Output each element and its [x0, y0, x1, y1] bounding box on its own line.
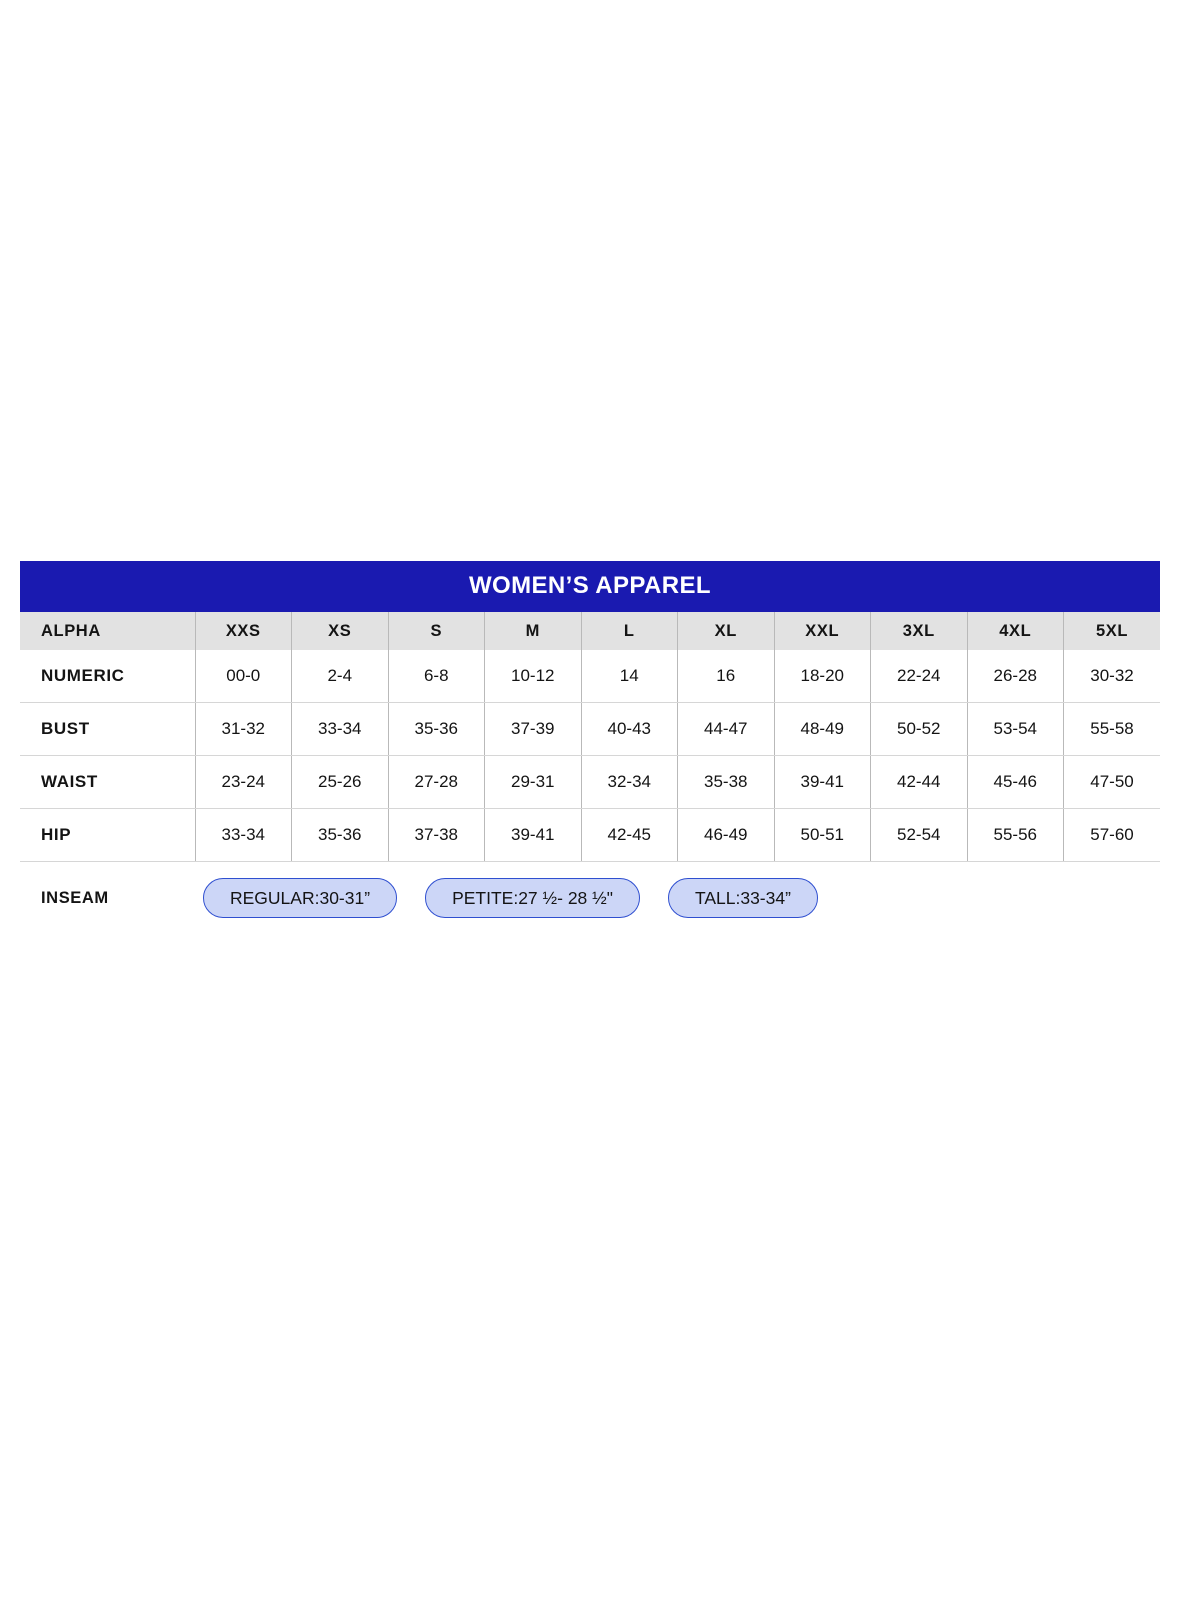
- table-row-numeric: [20, 650, 1160, 703]
- cell-waist-s: 27-28: [388, 756, 485, 809]
- column-header-s: S: [388, 612, 485, 650]
- column-header-3xl: 3XL: [871, 612, 968, 650]
- cell-hip-xxs: 33-34: [195, 809, 292, 862]
- column-header-xl: XL: [678, 612, 775, 650]
- cell-bust-l: 40-43: [581, 703, 678, 756]
- column-header-5xl: 5XL: [1064, 612, 1161, 650]
- cell-bust-s: 35-36: [388, 703, 485, 756]
- cell-bust-xxl: 48-49: [774, 703, 871, 756]
- cell-numeric-4xl: 26-28: [967, 650, 1064, 703]
- cell-numeric-xs: 2-4: [292, 650, 389, 703]
- inseam-petite-prefix: PETITE:: [452, 887, 519, 908]
- inseam-petite-range-start: 27 ½: [518, 887, 558, 908]
- cell-hip-l: 42-45: [581, 809, 678, 862]
- cell-hip-s: 37-38: [388, 809, 485, 862]
- cell-numeric-3xl: 22-24: [871, 650, 968, 703]
- cell-numeric-l: 14: [581, 650, 678, 703]
- row-label-inseam: INSEAM: [41, 888, 109, 907]
- inseam-regular-prefix: REGULAR:: [230, 887, 320, 908]
- inseam-option-tall[interactable]: [668, 878, 818, 918]
- column-header-xs: XS: [292, 612, 389, 650]
- chart-title: WOMEN’S APPAREL: [20, 561, 1160, 612]
- row-label-waist: WAIST: [20, 756, 195, 809]
- row-label-numeric: NUMERIC: [20, 650, 195, 703]
- cell-bust-xl: 44-47: [678, 703, 775, 756]
- cell-hip-4xl: 55-56: [967, 809, 1064, 862]
- cell-bust-3xl: 50-52: [871, 703, 968, 756]
- cell-waist-3xl: 42-44: [871, 756, 968, 809]
- row-label-hip: HIP: [20, 809, 195, 862]
- table-row-waist: [20, 756, 1160, 809]
- table-row-bust: [20, 703, 1160, 756]
- cell-numeric-s: 6-8: [388, 650, 485, 703]
- column-header-xxl: XXL: [774, 612, 871, 650]
- cell-numeric-xxs: 00-0: [195, 650, 292, 703]
- cell-bust-4xl: 53-54: [967, 703, 1064, 756]
- cell-numeric-xl: 16: [678, 650, 775, 703]
- row-label-bust: BUST: [20, 703, 195, 756]
- column-header-4xl: 4XL: [967, 612, 1064, 650]
- inseam-tall-prefix: TALL:: [694, 887, 741, 908]
- cell-numeric-xxl: 18-20: [774, 650, 871, 703]
- cell-bust-xxs: 31-32: [195, 703, 292, 756]
- inseam-regular-value: 30-31”: [319, 887, 371, 908]
- table-row-inseam: [20, 862, 1160, 935]
- cell-hip-5xl: 57-60: [1064, 809, 1161, 862]
- cell-bust-xs: 33-34: [292, 703, 389, 756]
- cell-numeric-5xl: 30-32: [1064, 650, 1161, 703]
- table-row-hip: [20, 809, 1160, 862]
- size-chart: [20, 561, 1160, 934]
- cell-waist-4xl: 45-46: [967, 756, 1064, 809]
- cell-waist-m: 29-31: [485, 756, 582, 809]
- inseam-option-petite[interactable]: [425, 878, 640, 918]
- size-table: [20, 612, 1160, 934]
- cell-bust-5xl: 55-58: [1064, 703, 1161, 756]
- cell-bust-m: 37-39: [485, 703, 582, 756]
- inseam-options-cell: [195, 862, 1160, 935]
- cell-waist-xs: 25-26: [292, 756, 389, 809]
- cell-hip-m: 39-41: [485, 809, 582, 862]
- cell-waist-5xl: 47-50: [1064, 756, 1161, 809]
- cell-hip-xs: 35-36: [292, 809, 389, 862]
- cell-hip-3xl: 52-54: [871, 809, 968, 862]
- column-header-alpha: ALPHA: [41, 621, 101, 640]
- inseam-petite-range-end: - 28 ½": [557, 887, 613, 908]
- cell-waist-l: 32-34: [581, 756, 678, 809]
- table-header-row: [20, 612, 1160, 650]
- column-header-m: M: [485, 612, 582, 650]
- cell-waist-xxs: 23-24: [195, 756, 292, 809]
- column-header-l: L: [581, 612, 678, 650]
- column-header-xxs: XXS: [195, 612, 292, 650]
- cell-waist-xl: 35-38: [678, 756, 775, 809]
- cell-waist-xxl: 39-41: [774, 756, 871, 809]
- cell-hip-xl: 46-49: [678, 809, 775, 862]
- cell-numeric-m: 10-12: [485, 650, 582, 703]
- inseam-tall-value: 33-34”: [740, 887, 791, 908]
- inseam-option-regular[interactable]: [203, 878, 397, 918]
- cell-hip-xxl: 50-51: [774, 809, 871, 862]
